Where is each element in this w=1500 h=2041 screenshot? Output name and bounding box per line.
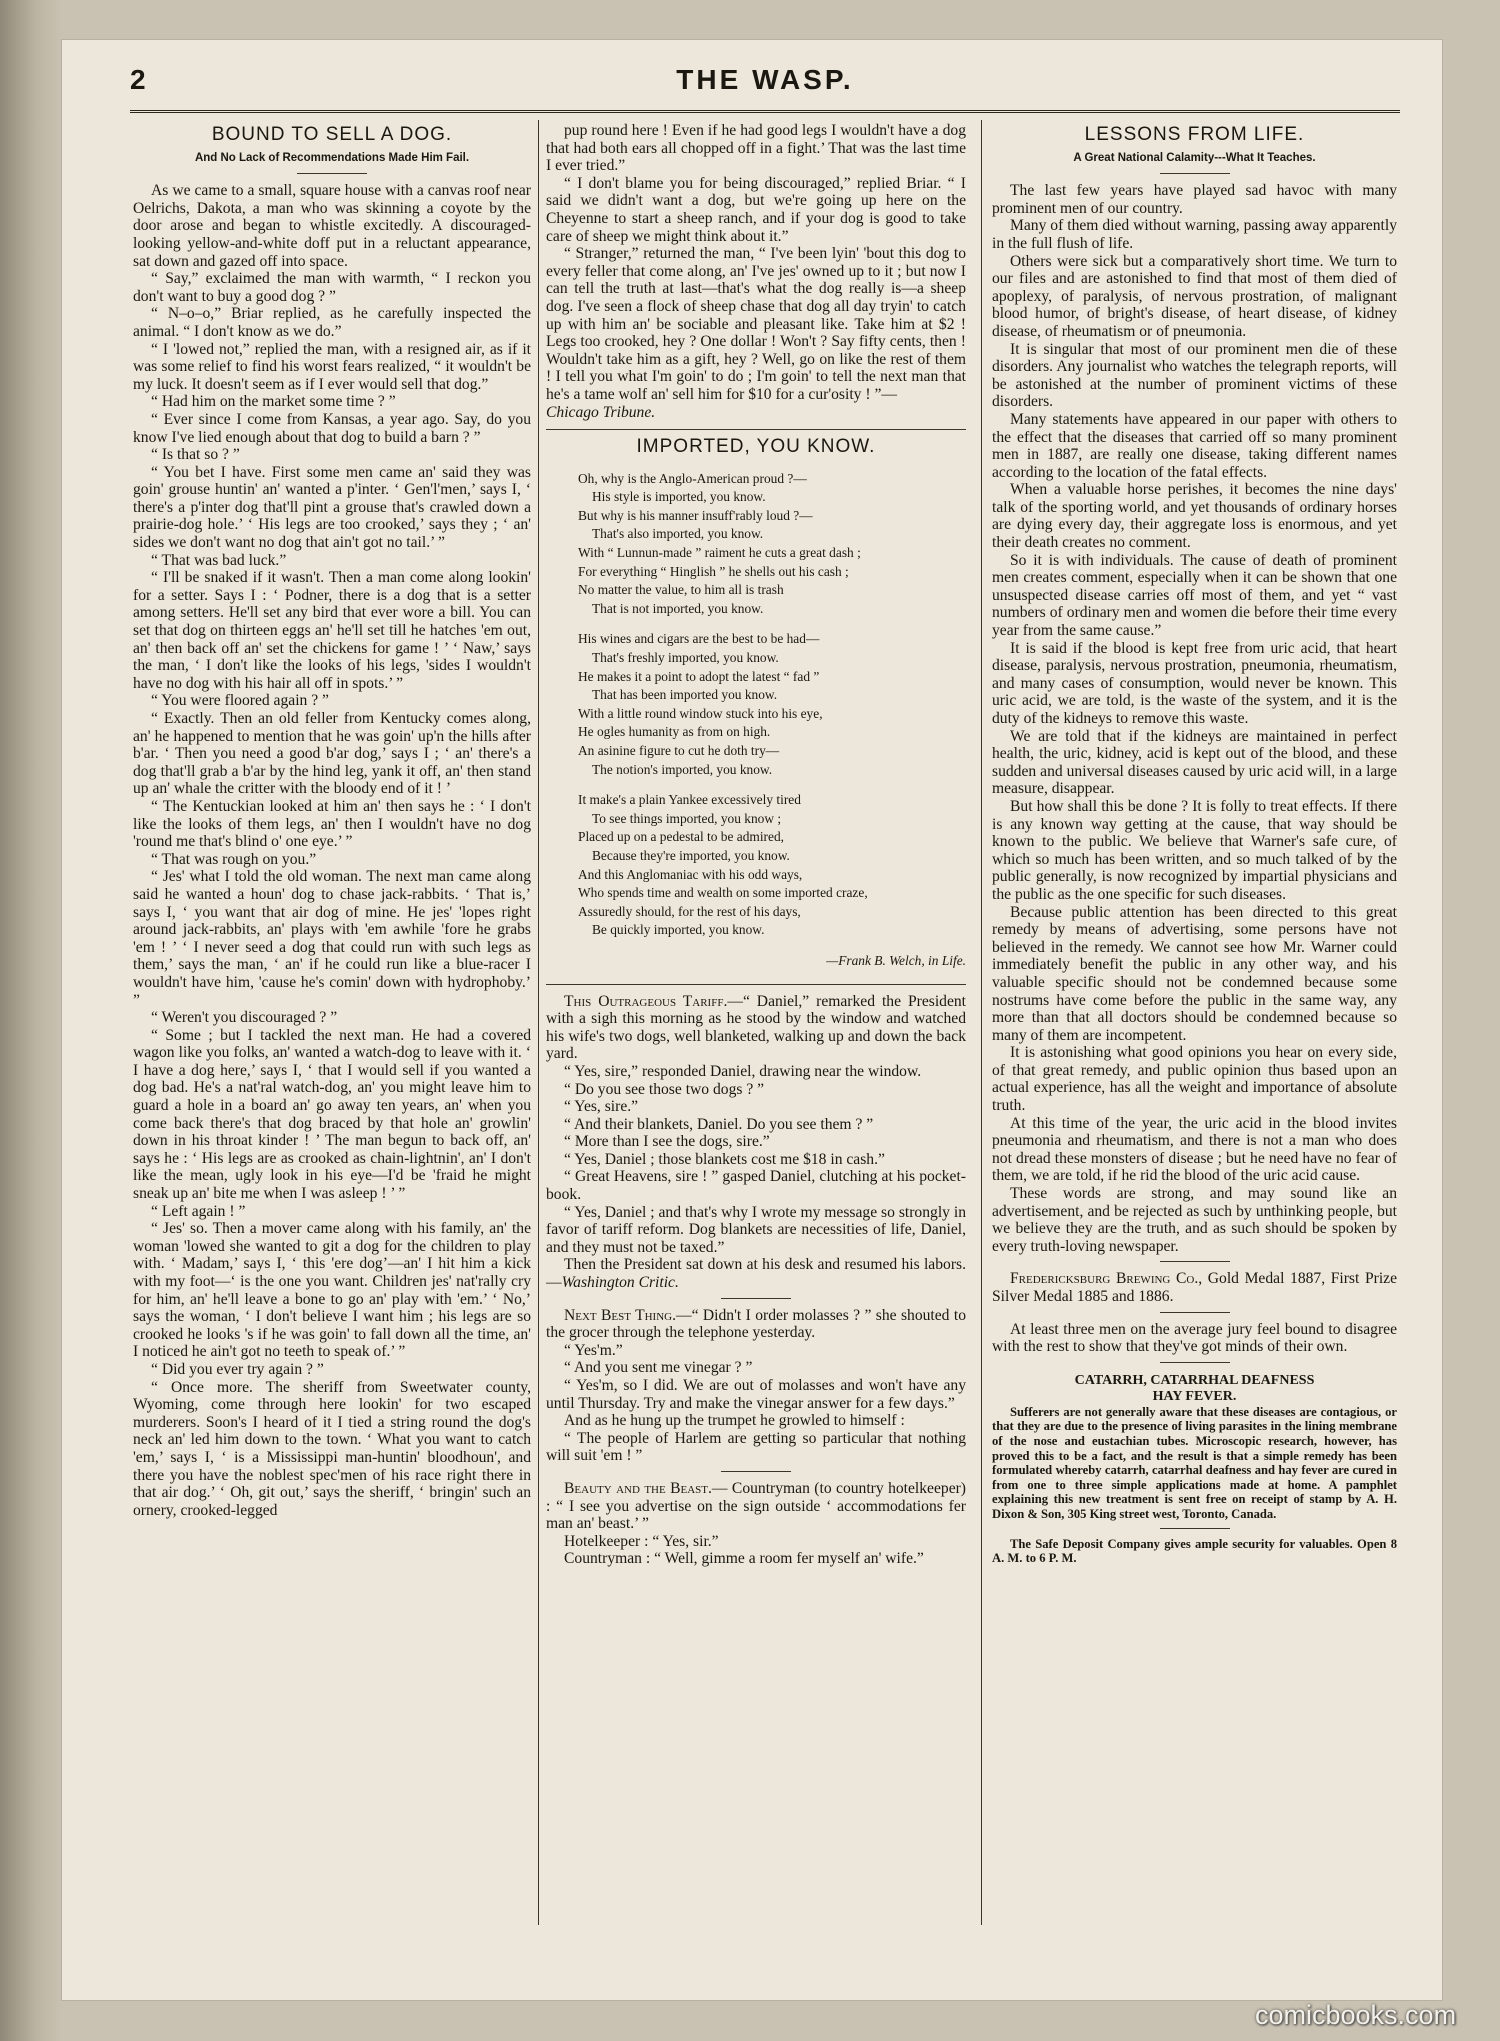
divider — [721, 1471, 791, 1472]
poem-line: It make's a plain Yankee excessively tired — [578, 792, 801, 808]
paragraph: Beauty and the Beast.— Countryman (to country hotelkeeper) : “ I see you advertise on the sign outside ‘ accommodations fer man an' beast.’ ” — [546, 1479, 966, 1533]
item-heading: Next Best Thing. — [564, 1306, 677, 1324]
poem-line: Assuredly should, for the rest of his days, — [578, 903, 801, 919]
paragraph: It is said if the blood is kept free from uric acid, that heart disease, paralysis, nervous prostration, pneumonia, rheumatism, and many cases of consumption, would never be known. This uric acid, we are told, is the waste of the system, and it is the duty of the kidneys to remove this waste. — [992, 639, 1397, 727]
poem-line: For everything “ Hinglish ” he shells out his cash ; — [578, 563, 849, 579]
item-heading: This Outrageous Tariff. — [564, 992, 728, 1010]
paragraph: Because public attention has been directed to this great remedy by means of advertising, some persons have not believed in the remedy. We cannot see how Mr. Warner could immediately benefit the public in any other way, and his valuable specific should not be condemned because some nostrums have come before the public in the same way, any more than that all doctors should be condemned because so many of them are incompetent. — [992, 903, 1397, 1044]
column-right — [992, 122, 1397, 1566]
paragraph: “ Great Heavens, sire ! ” gasped Daniel, clutching at his pocket-book. — [546, 1168, 966, 1204]
book-spine — [0, 0, 62, 2041]
site-watermark: comicbooks.com — [1255, 2000, 1457, 2030]
divider — [1160, 1261, 1230, 1262]
poem-line: With a little round window stuck into his eye, — [578, 705, 823, 721]
poem-line: Be quickly imported, you know. — [592, 922, 765, 938]
poem-line: Who spends time and wealth on some imported craze, — [578, 885, 868, 901]
paragraph: Next Best Thing.—“ Didn't I order molasses ? ” she shouted to the grocer through the telephone yesterday. — [546, 1306, 966, 1342]
poem-line: That is not imported, you know. — [592, 600, 764, 616]
paragraph: “ Yes'm, so I did. We are out of molasses and won't have any until Thursday. Try and make the vinegar answer for a few days.” — [546, 1377, 966, 1412]
divider — [1160, 1312, 1230, 1313]
paragraph: “ I don't blame you for being discouraged,” replied Briar. “ I said we didn't want a dog, but we're going up here on the Cheyenne to start a sheep ranch, and if your dog is good to take care of sheep we might think about it.” — [546, 174, 966, 245]
paragraph: “ Yes, sire,” responded Daniel, drawing near the window. — [564, 1062, 922, 1080]
paragraph: “ That was rough on you.” — [151, 850, 317, 868]
paragraph: “ Left again ! ” — [151, 1202, 246, 1220]
story-credit: Chicago Tribune. — [546, 403, 656, 421]
paragraph: “ You were floored again ? ” — [151, 692, 329, 710]
paragraph: When a valuable horse perishes, it becomes the nine days' talk of the sporting world, and yet thousands of ordinary horses are dying every day, their aggregate loss is enormous, and yet their death creates no comment. — [992, 481, 1397, 552]
paragraph: Hotelkeeper : “ Yes, sir.” — [564, 1532, 719, 1550]
paragraph: “ And their blankets, Daniel. Do you see them ? ” — [564, 1115, 874, 1133]
poem-stanza — [578, 630, 966, 779]
paragraph: “ Do you see those two dogs ? ” — [564, 1080, 765, 1098]
paragraph: The last few years have played sad havoc with many prominent men of our country. — [992, 182, 1397, 217]
poem-stanza — [578, 470, 966, 619]
paragraph: “ Is that so ? ” — [151, 446, 240, 464]
paragraph: Then the President sat down at his desk and resumed his labors.—Washington Critic. — [546, 1256, 966, 1292]
column-left — [133, 122, 531, 1519]
newspaper-title: THE WASP. — [676, 64, 854, 95]
paragraph: “ Weren't you discouraged ? ” — [151, 1009, 338, 1027]
paragraph: “ The Kentuckian looked at him an' then says he : ‘ I don't like the looks of them legs, an' then I wouldn't have no dog 'round me that's blind o' one eye.’ ” — [133, 797, 531, 851]
paragraph: “ Jes' what I told the old woman. The next man came along said he wanted a houn' dog to chase jack-rabbits. ‘ That is,’ says I, ‘ you want that air dog of mine. He jes' 'lopes right around jack-rabbits, an' plays with 'em awhile 'fore he grabs 'em ! ’ ‘ I never seed a dog that could run with such legs as them,’ says the man, ‘ an' if he could run like a blue-racer I wouldn't have him, 'cause he's comin' down with hydrophoby.’ ” — [133, 868, 531, 1009]
poem-line: Oh, why is the Anglo-American proud ?— — [578, 470, 807, 486]
poem-line: That's freshly imported, you know. — [592, 650, 779, 666]
divider — [546, 429, 966, 430]
item-heading: Beauty and the Beast. — [564, 1479, 712, 1497]
poem-line: With “ Lunnun-made ” raiment he cuts a great dash ; — [578, 545, 861, 561]
paragraph: We are told that if the kidneys are maintained in perfect health, the uric, kidney, acid is kept out of the blood, and these sudden and universal diseases caused by uric acid will, in a large measure, disappear. — [992, 727, 1397, 798]
header-rule — [130, 110, 1400, 113]
paragraph: “ Stranger,” returned the man, “ I've been lyin' 'bout this dog to every feller that come along, an' I've jes' owned up to it ; but now I can tell the truth at last—that's what the dog really is—a sheep dog. I've seen a flock of sheep chase that dog all day tryin' to catch up with him an' be sociable and pleasant like. Take him at $2 ! Legs too crooked, hey ? One dollar ! Won't ? Say fifty cents, then ! Wouldn't take him as a gift, hey ? Well, go on like the rest of them ! I tell you what I'm goin' to do ; I'm goin' to tell the next man that he's a tame wolf an' sell him for $10 for a cur'osity ! ”— — [546, 245, 966, 403]
poem-line: That has been imported you know. — [592, 687, 778, 703]
divider — [1160, 1362, 1230, 1363]
paragraph: As we came to a small, square house with a canvas roof near Oelrichs, Dakota, a man who was skinning a coyote by the door arose and began to whistle excitedly. A discouraged-looking yellow-and-white doff put in a reluctant appearance, sat down and gazed off into space. — [133, 182, 531, 270]
article-continuation — [546, 122, 966, 404]
paragraph: “ The people of Harlem are getting so particular that nothing will suit 'em ! ” — [546, 1429, 966, 1465]
paragraph: “ Say,” exclaimed the man with warmth, “ I reckon you don't want to buy a good dog ? ” — [133, 270, 531, 305]
poem-line: That's also imported, you know. — [592, 526, 764, 542]
paragraph: Others were sick but a comparatively short time. We turn to our files and are astonished to find that most of them died of apoplexy, of paralysis, of nervous prostration, of malignant blood humor, of bright's disease, of heart disease, of kidney disease, of rheumatism or of pneumonia. — [992, 252, 1397, 340]
paragraph: “ Once more. The sheriff from Sweetwater county, Wyoming, come through here lookin' for two escaped murderers. Soon's I heard of it I tied a string round the dog's neck an' led him down to the town. ‘ What you want to catch 'em,’ says I, ‘ is a Mississippi man-huntin' bloodhoun', and there you have the noblest spec'men of his race right there in that air dog.’ ‘ Oh, git out,’ says the sheriff, ‘ bringin' such an ornery, crooked-legged — [133, 1378, 531, 1519]
paragraph: “ Exactly. Then an old feller from Kentucky comes along, an' he happened to mention that he was goin' up'n the hills after b'ar. ‘ Then you need a good b'ar dog,’ says I ; ‘ an' there's a dog that'll grab a b'ar by the hind leg, yank it off, an' then stand up an' whale the critter with the bloody end of it ! ’ — [133, 710, 531, 798]
paragraph: At this time of the year, the uric acid in the blood invites pneumonia and rheumatism, and there is not a man who does not dread these monsters of disease ; but he need have no fear of them, we are told, if he rid the blood of the uric acid cause. — [992, 1114, 1397, 1185]
paragraph: pup round here ! Even if he had good legs I wouldn't have a dog that had both ears all chopped off in a fight.’ That was the last time I ever tried.” — [546, 122, 966, 175]
poem-line: He makes it a point to adopt the latest “ fad ” — [578, 668, 820, 684]
poem-line: Placed up on a pedestal to be admired, — [578, 829, 784, 845]
divider — [1160, 1528, 1230, 1529]
poem-stanza — [578, 791, 966, 940]
article-title: LESSONS FROM LIFE. — [1084, 124, 1305, 145]
article-subtitle: And No Lack of Recommendations Made Him Fail. — [194, 151, 470, 164]
ad-subtitle: HAY FEVER. — [1152, 1388, 1237, 1404]
paragraph: “ Had him on the market some time ? ” — [151, 393, 396, 411]
article-subtitle: A Great National Calamity---What It Teaches. — [1073, 151, 1316, 164]
paragraph: These words are strong, and may sound like an advertisement, and be rejected as such by unthinking people, but we believe they are the truth, and as such should be spoken by every truth-loving newspaper. — [992, 1185, 1397, 1255]
ad-body: Sufferers are not generally aware that these diseases are contagious, or that they are due to the presence of living parasites in the lining membrane of the nose and eustachian tubes. Microscopic research, however, has proved this to be a fact, and the result is that a simple remedy has been formulated whereby catarrh, catarrhal deafness and hay fever are cured in from one to three simple applications made at home. A pamphlet explaining this new treatment is sent free on receipt of stamp by A. H. Dixon & Son, 305 King street west, Toronto, Canada. — [992, 1404, 1397, 1521]
paragraph: “ Yes'm.” — [564, 1341, 623, 1359]
poem-line: He ogles humanity as from on high. — [578, 724, 771, 740]
paragraph: Countryman : “ Well, gimme a room fer myself an' wife.” — [564, 1550, 924, 1568]
paragraph: This Outrageous Tariff.—“ Daniel,” remarked the President with a sigh this morning as he stood by the window and watched his wife's two dogs, well blanketed, walking up and down the back yard. — [546, 992, 966, 1063]
poem-line: No matter the value, to him all is trash — [578, 582, 784, 598]
safe-deposit-notice: The Safe Deposit Company gives ample security for valuables. Open 8 A. M. to 6 P. M. — [992, 1536, 1397, 1566]
column-divider — [538, 120, 539, 1925]
article-body — [992, 182, 1397, 1255]
poem-line: His style is imported, you know. — [592, 489, 766, 505]
paragraph: “ I'll be snaked if it wasn't. Then a man come along lookin' for a setter. Says I : ‘ Podner, there is a dog that is a setter among setters. He'll set any bird that ever wore a bill. You can set that dog on thirteen eggs an' he'll set till he hatches 'em out, an' then back off an' set the chickens for game ! ’ ‘ Naw,’ says the man, ‘ I don't like the looks of his legs, 'sides I wouldn't have no dog with his hair all off in spots.’ ” — [133, 569, 531, 692]
poem-line: His wines and cigars are the best to be had— — [578, 631, 820, 647]
poem-line: To see things imported, you know ; — [592, 810, 782, 826]
divider — [1160, 173, 1230, 174]
paragraph: Many statements have appeared in our paper with others to the effect that the diseases that carried off so many prominent men in 1887, are really one disease, taking different names according to the location of the fatal effects. — [992, 410, 1397, 481]
poem-line: An asinine figure to cut he doth try— — [578, 743, 780, 758]
tariff-article — [546, 993, 966, 1292]
jury-note: At least three men on the average jury feel bound to disagree with the rest to show that they've got minds of their own. — [992, 1320, 1397, 1356]
article-title: BOUND TO SELL A DOG. — [211, 124, 453, 145]
poem-line: And this Anglomaniac with his odd ways, — [578, 866, 803, 882]
masthead — [130, 60, 1400, 112]
paragraph: It is singular that most of our prominent men die of these disorders. Any journalist who watches the telegraph reports, will be astonished at the number of prominent victims of these disorders. — [992, 340, 1397, 411]
article-body — [133, 182, 531, 1519]
paragraph: “ Did you ever try again ? ” — [151, 1360, 324, 1378]
ad-title: CATARRH, CATARRHAL DEAFNESS — [1074, 1372, 1315, 1388]
divider — [546, 984, 966, 985]
paragraph: “ And you sent me vinegar ? ” — [564, 1359, 753, 1377]
divider — [297, 173, 367, 174]
paragraph: “ You bet I have. First some men came an' said they was goin' grouse huntin' an' wanted a p'inter. ‘ Gen'l'men,’ says I, ‘ there's a p'inter dog that'll pint a grouse that's crawled down a prairie-dog hole.’ ‘ His legs are too crooked,’ says they ; ‘ an' sides we don't want no dog that ain't got no tail.’ ” — [133, 463, 531, 552]
paragraph: And as he hung up the trumpet he growled to himself : — [564, 1412, 905, 1430]
paragraph: It is astonishing what good opinions you hear on every side, of that great remedy, and public opinion thus based upon an actual experience, has all the weight and importance of absolute truth. — [992, 1044, 1397, 1115]
paragraph: “ Ever since I come from Kansas, a year ago. Say, do you know I've lied enough about that dog to build a barn ? ” — [133, 410, 531, 446]
poem-line: The notion's imported, you know. — [592, 761, 773, 777]
paragraph: “ More than I see the dogs, sire.” — [564, 1133, 770, 1151]
column-middle — [546, 122, 966, 1568]
poem-line: Because they're imported, you know. — [592, 847, 790, 863]
page-number: 2 — [130, 64, 146, 95]
paragraph: “ Some ; but I tackled the next man. He had a covered wagon like you folks, an' wanted a watch-dog to leave with it. ‘ I have a dog here,’ says I, ‘ that I would sell if you wanted a dog bad. He's a nat'ral watch-dog, an' you might leave him to guard a hole in a board an' go away ten years, an' when you come back there's that dog braced by that hole an' growlin' down in his throat kinder ! ’ The man begun to back off, an' says he : ‘ His legs are as crooked as chain-lightnin', an' I don't like the mean, ugly look in his eye—I'd be 'fraid he might sneak up an' bite me when I was asleep ! ’ ” — [133, 1026, 531, 1203]
poem-credit: —Frank B. Welch, in Life. — [826, 952, 966, 968]
paragraph: “ Yes, Daniel ; and that's why I wrote my message so strongly in favor of tariff reform. Dog blankets are necessities of life, Daniel, and they must not be taxed.” — [546, 1203, 966, 1256]
divider — [721, 1298, 791, 1299]
paragraph: “ N–o–o,” Briar replied, as he carefully inspected the animal. “ I don't know as we do.” — [133, 305, 531, 340]
beauty-article — [546, 1480, 966, 1568]
poem — [578, 470, 966, 940]
paragraph: But how shall this be done ? It is folly to treat effects. If there is any known way getting at the cause, that way should be known to the public. We believe that Warner's safe cure, of which so much has been written, and so much talked of by the public generally, is now recognized by impartial physicians and the public as the one specific for such diseases. — [992, 797, 1397, 903]
best-thing-article — [546, 1307, 966, 1465]
paragraph: So it is with individuals. The cause of death of prominent men creates comment, especially when it can be shown that one unsuspected disease carries off most of them, and yet “ vast numbers of ordinary men and women die before their time every year from the same cause.” — [992, 551, 1397, 640]
column-divider — [981, 120, 982, 1925]
paragraph: “ Yes, sire.” — [564, 1098, 639, 1116]
paragraph: “ I 'lowed not,” replied the man, with a resigned air, as if it was some relief to find his worst fears realized, “ it wouldn't be my luck. It doesn't seem as if I ever would sell that dog.” — [133, 340, 531, 393]
paragraph: “ Yes, Daniel ; those blankets cost me $18 in cash.” — [564, 1150, 885, 1168]
brewing-notice: Fredericksburg Brewing Co., Gold Medal 1887, First Prize Silver Medal 1885 and 1886. — [992, 1270, 1397, 1305]
item-credit: Washington Critic. — [561, 1274, 679, 1292]
paragraph: Many of them died without warning, passing away apparently in the full flush of life. — [992, 217, 1397, 252]
paragraph: “ That was bad luck.” — [151, 551, 287, 569]
poem-title: IMPORTED, YOU KNOW. — [636, 436, 876, 458]
poem-line: But why is his manner insuff'rably loud ?— — [578, 507, 813, 523]
paragraph: “ Jes' so. Then a mover came along with his family, an' the woman 'lowed she wanted to git a dog for the children to play with. ‘ Madam,’ says I, ‘ this 'ere dog’—an' I hit him a kick with my foot—‘ is the one you want. Children jes' nat'rally cry for him, an' he'll leave a bone to go an' play with 'em.’ ‘ No,’ says the woman, ‘ I don't believe I want him ; his legs are so crooked he looks 's if he was goin' to fall down all the time, an' I noticed he ain't got no teeth to speak of.’ ” — [133, 1220, 531, 1361]
